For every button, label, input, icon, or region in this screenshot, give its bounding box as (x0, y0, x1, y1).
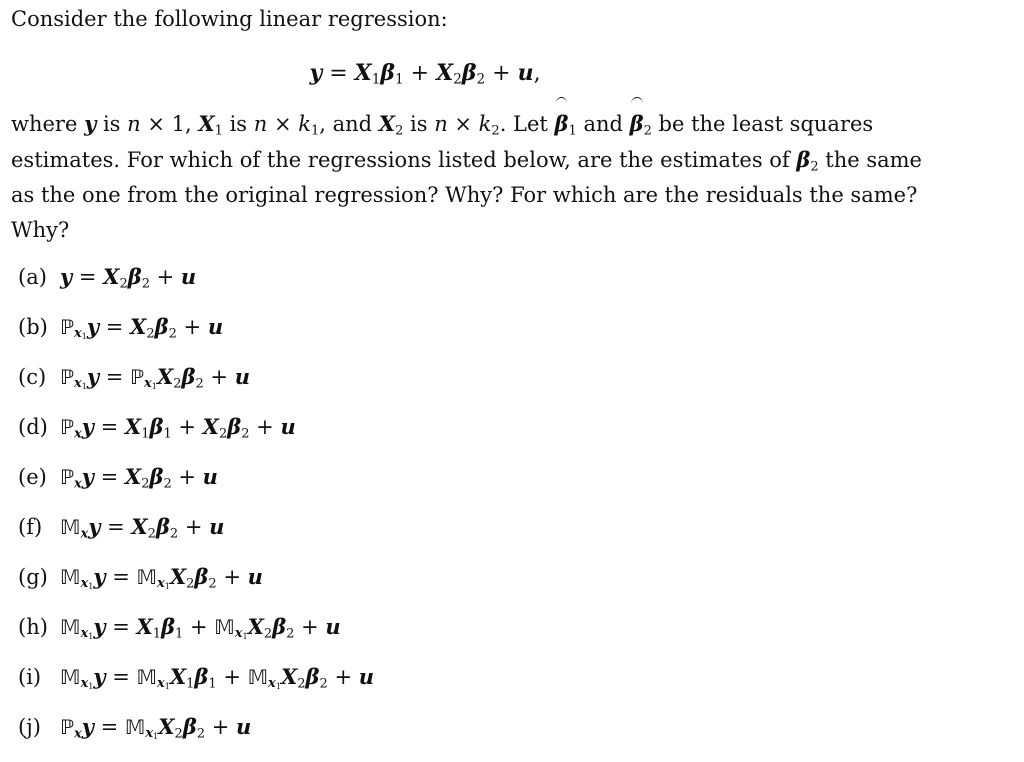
item-label: (i) (18, 665, 42, 689)
list-item (18, 412, 374, 462)
question-paragraph (11, 106, 921, 248)
item-label: (b) (18, 315, 48, 339)
list-item (18, 512, 374, 562)
regression-options-list (18, 262, 374, 762)
item-equation: 𝕄$_{x_1}$y = $X_1\beta_1$ + $𝕄_{x_1}X_2\beta_2 + u$ (60, 614, 341, 642)
intro-text: Consider the following linear regression: (11, 7, 448, 31)
item-equation: ℙ$_x$y = $X_2\beta_2 + u$ (60, 464, 218, 492)
item-equation: ℙ$_x$y = $𝕄_{x_1}X_2\beta_2 + u$ (60, 714, 252, 742)
list-item (18, 262, 374, 312)
item-label: (a) (18, 265, 47, 289)
item-equation: ℙ$_{x_1}$y = $X_2\beta_2 + u$ (60, 314, 224, 342)
item-equation: ℙ$_x$y = $X_1\beta_1 + X_2\beta_2 + u$ (60, 414, 296, 442)
list-item (18, 662, 374, 712)
item-equation: ℙ$_{x_1}$y = $ℙ_{x_1}X_2\beta_2 + u$ (60, 364, 250, 392)
item-label: (d) (18, 415, 48, 439)
item-equation: $y = X_2\beta_2 + u$ (60, 264, 197, 292)
paragraph-line-4: Why? (11, 218, 70, 242)
item-label: (g) (18, 565, 48, 589)
list-item (18, 312, 374, 362)
item-label: (h) (18, 615, 48, 639)
list-item (18, 462, 374, 512)
paragraph-line-3: as the one from the original regression? Why? For which are the residuals the same? (11, 183, 918, 207)
item-equation: 𝕄$_x$y = $X_2\beta_2 + u$ (60, 514, 225, 542)
item-equation: 𝕄$_{x_1}$y = $𝕄_{x_1}X_2\beta_2 + u$ (60, 564, 263, 592)
list-item (18, 562, 374, 612)
list-item (18, 612, 374, 662)
item-equation: 𝕄$_{x_1}$y = $𝕄_{x_1}X_1\beta_1$ + $𝕄_{x_1}X_2\beta_2 + u$ (60, 664, 374, 692)
paragraph-line-2: estimates. For which of the regressions listed below, are the estimates of $\beta_2$ the same (11, 147, 922, 175)
item-label: (f) (18, 515, 43, 539)
list-item (18, 712, 374, 762)
item-label: (c) (18, 365, 47, 389)
item-label: (j) (18, 715, 41, 739)
paragraph-line-1: where y is n × 1, $X_1$ is $n \times k_1$, and $X_2$ is $n \times k_2$. Let $\beta_1$ and $\beta_2$ be the least squares (11, 106, 921, 142)
regression-equation: $y = X_1\beta_1 + X_2\beta_2 + u$, (309, 60, 541, 88)
list-item (18, 362, 374, 412)
item-label: (e) (18, 465, 47, 489)
